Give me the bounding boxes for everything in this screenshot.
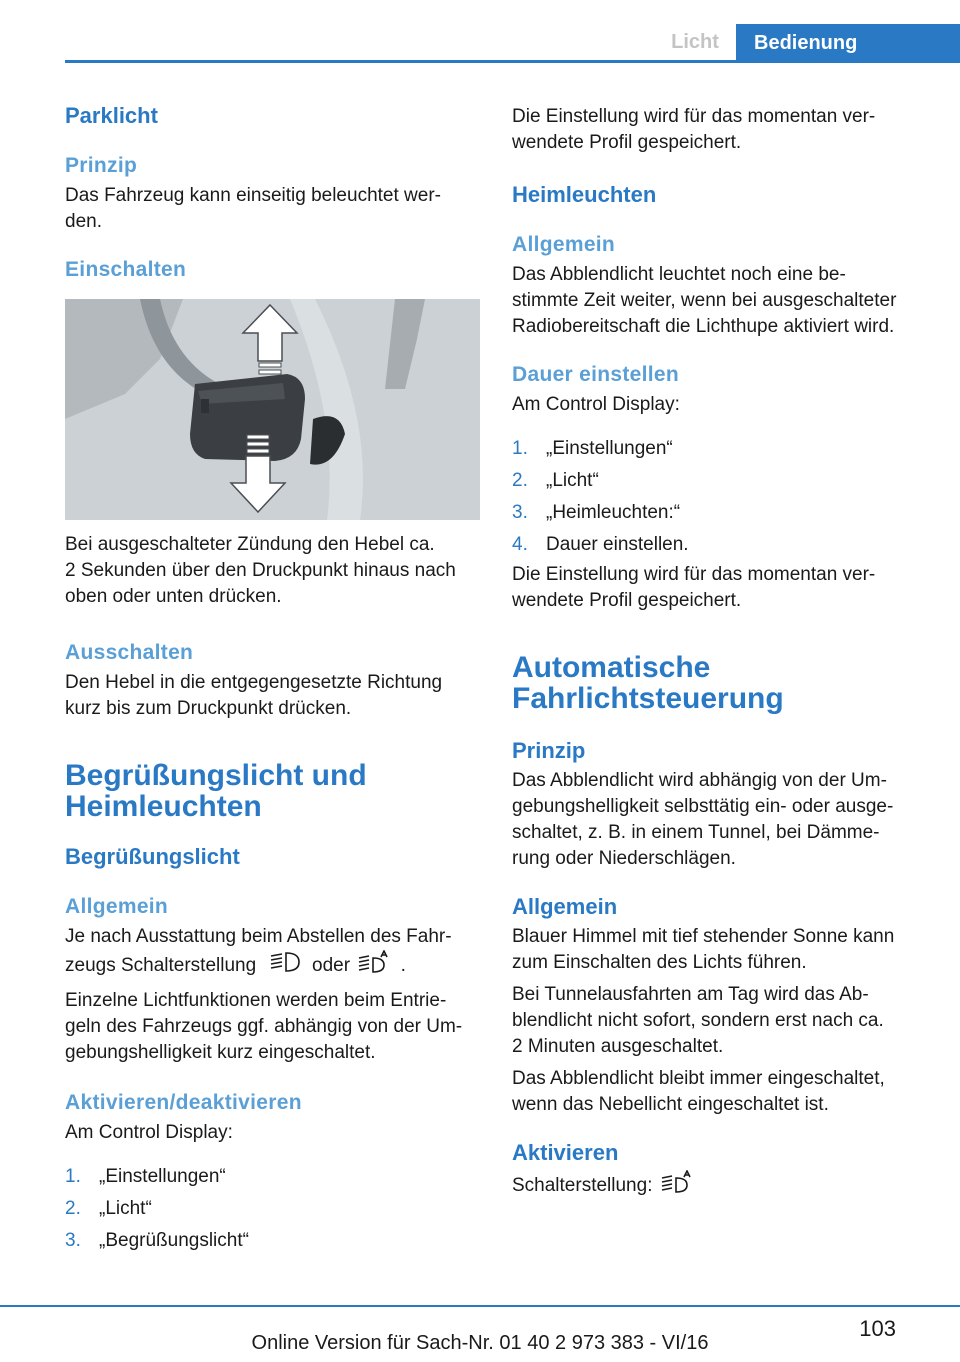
auto-light-icon <box>355 950 395 982</box>
list-item: 3. „Begrüßungslicht“ <box>65 1230 249 1251</box>
einschalten-heading: Einschalten <box>65 258 187 281</box>
list-item: 3. „Heimleuchten:“ <box>512 502 681 523</box>
page-number: 103 <box>859 1316 896 1341</box>
parklicht-heading: Parklicht <box>65 103 158 128</box>
allgemein2-text2: Bei Tunnelausfahrten am Tag wird das Ab- blendlicht nicht sofort, sondern erst nach ca. 2 Minuten ausgeschaltet. <box>512 984 884 1057</box>
dauer-einstellen-heading: Dauer einstellen <box>512 363 680 386</box>
allgemein-heading: Allgemein <box>65 895 169 918</box>
allgemein2-text1: Blauer Himmel mit tief stehender Sonne kann zum Einschalten des Lichts führen. <box>512 926 895 973</box>
big-title-line2: Heimleuchten <box>65 790 262 823</box>
allgemein-text: Je nach Ausstattung beim Abstellen des Fahr- zeugs Schalterstellung oder . <box>65 924 483 982</box>
list-item: 1. „Einstellungen“ <box>65 1166 226 1187</box>
right-column <box>512 100 932 1202</box>
list-item: 1. „Einstellungen“ <box>512 438 673 459</box>
ausschalten-heading: Ausschalten <box>65 641 194 664</box>
heimleuchten-heading: Heimleuchten <box>512 182 657 207</box>
allgemein2-heading: Allgemein <box>512 894 618 919</box>
header-tab-bedienung: Bedienung <box>736 24 960 63</box>
big-title-line1-right: Automatische <box>512 651 711 684</box>
auto-light-icon <box>658 1170 698 1202</box>
allgemein-text2: Einzelne Lichtfunktionen werden beim Entrie- geln des Fahrzeugs ggf. abhängig von der Um- gebungshelligkeit kurz eingeschaltet. <box>65 990 463 1063</box>
prinzip-heading-right: Prinzip <box>512 738 586 763</box>
left-steps-list <box>65 1164 483 1254</box>
automatische-fahrlichtsteuerung-heading <box>512 652 932 714</box>
low-beam-icon <box>267 950 307 982</box>
allgemein-heading-right: Allgemein <box>512 233 616 256</box>
begruessungslicht-heading: Begrüßungslicht <box>65 844 240 869</box>
einschalten-text: Bei ausgeschalteter Zündung den Hebel ca. 2 Sekunden über den Druckpunkt hinaus nach oben oder unten drücken. <box>65 534 456 607</box>
header-tab-licht: Licht <box>671 31 719 53</box>
allgemein-or: oder <box>312 955 351 977</box>
big-title-line1: Begrüßungslicht und <box>65 759 367 792</box>
prinzip-heading: Prinzip <box>65 154 138 177</box>
big-title-line2-right: Fahrlichtsteuerung <box>512 682 784 715</box>
prinzip-text: Das Fahrzeug kann einseitig beleuchtet wer- den. <box>65 185 441 232</box>
left-column <box>65 100 483 1260</box>
profile-intro-text: Die Einstellung wird für das momentan ver- wendete Profil gespeichert. <box>512 106 876 153</box>
ausschalten-text: Den Hebel in die entgegengesetzte Richtung kurz bis zum Druckpunkt drücken. <box>65 672 443 719</box>
list-item: 2. „Licht“ <box>65 1198 152 1219</box>
aktivieren-heading: Aktivieren <box>512 1140 619 1165</box>
footer-online-version: Online Version für Sach-Nr. 01 40 2 973 383 - VI/16 <box>251 1332 709 1354</box>
right-steps-list <box>512 436 932 558</box>
after-steps-text: Die Einstellung wird für das momentan ver- wendete Profil gespeichert. <box>512 564 876 611</box>
aktivieren-deaktivieren-heading: Aktivieren/deaktivieren <box>65 1091 302 1114</box>
list-item: 4. Dauer einstellen. <box>512 534 689 555</box>
aktivieren-text: Am Control Display: <box>65 1122 233 1143</box>
heimleuchten-allgemein-text: Das Abblendlicht leuchtet noch eine be- stimmte Zeit weiter, wenn bei ausgeschalteter Radiobereitschaft die Lichthupe aktiviert wird. <box>512 264 897 337</box>
prinzip-text-right: Das Abblendlicht wird abhängig von der Um- gebungshelligkeit selbsttätig ein- oder ausge- schaltet, z. B. in einem Tunnel, bei Dämme- rung oder Niederschlägen. <box>512 770 894 869</box>
header-rule <box>65 60 960 63</box>
allgemein-period: . <box>400 955 406 977</box>
begruessungslicht-main-heading <box>65 760 483 822</box>
dauer-text: Am Control Display: <box>512 394 680 415</box>
aktivieren-schalter-text: Schalterstellung: <box>512 1170 932 1202</box>
lever-figure-svg <box>65 299 480 520</box>
list-item: 2. „Licht“ <box>512 470 599 491</box>
footer-rule <box>0 1305 960 1307</box>
allgemein2-text3: Das Abblendlicht bleibt immer eingeschaltet, wenn das Nebellicht eingeschaltet ist. <box>512 1068 885 1115</box>
lever-illustration <box>65 299 480 520</box>
